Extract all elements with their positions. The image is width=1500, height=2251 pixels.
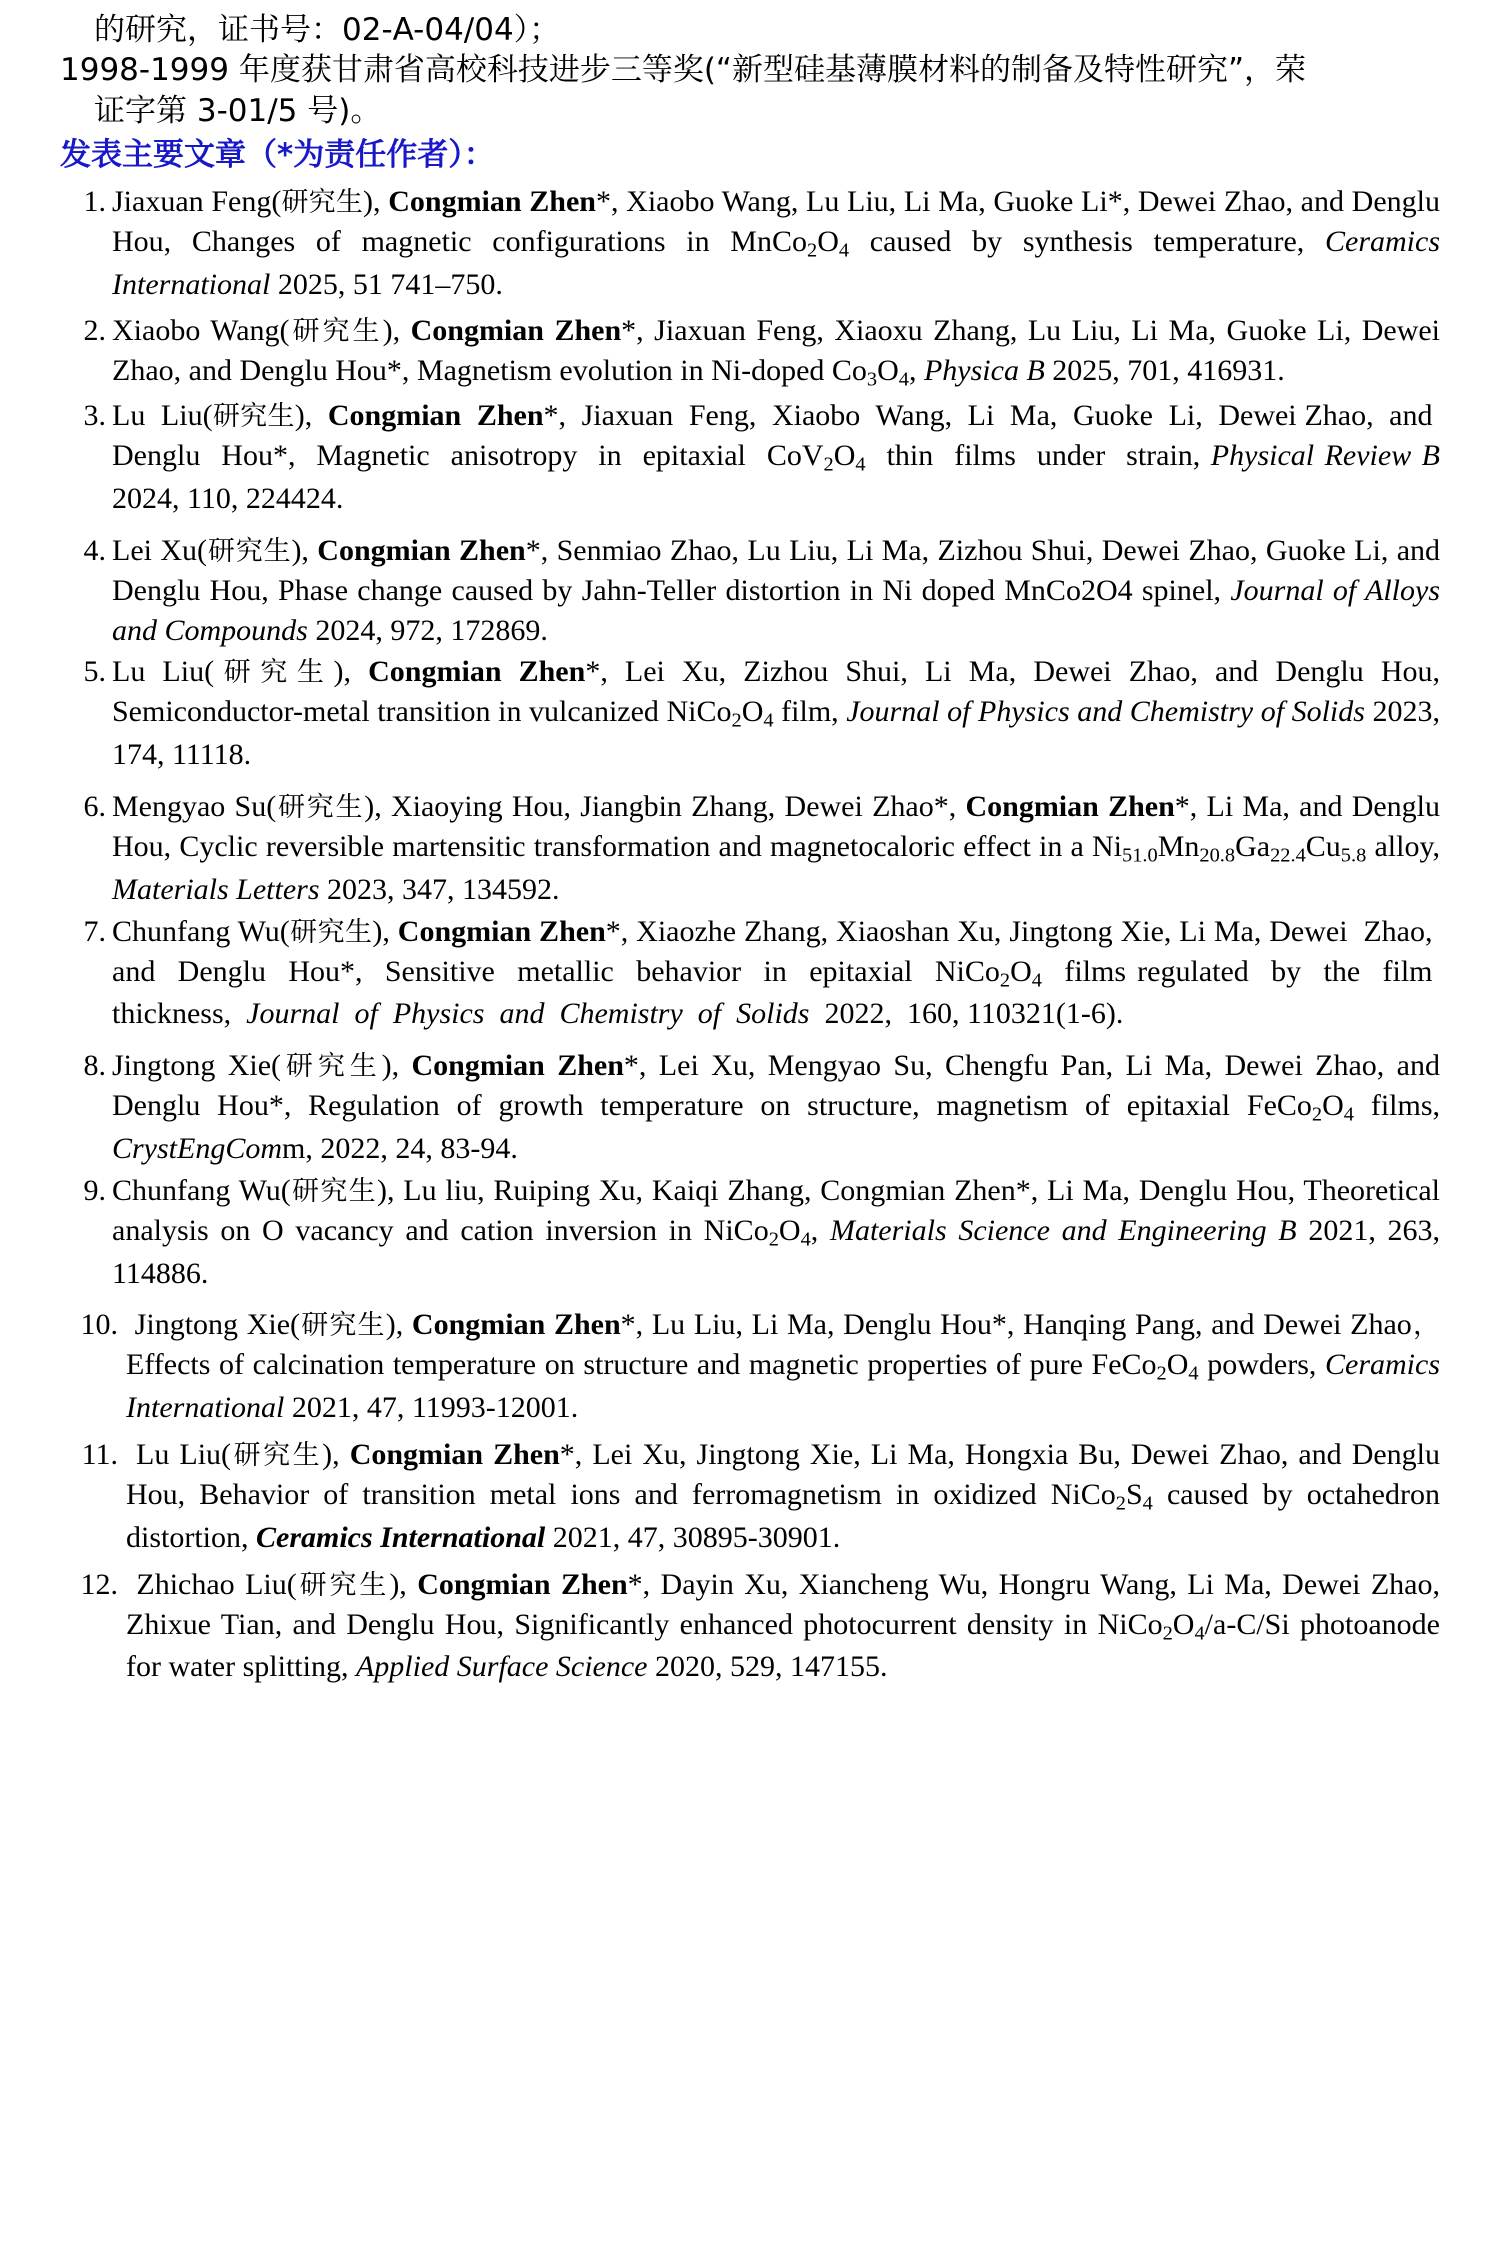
entry-text: Lu Liu(研究生), Congmian Zhen*, Jiaxuan Feng, Xiaobo Wang, Li Ma, Guoke Li, Dewei Zhao, and Denglu Hou*, Magnetic anisotropy in epitaxial $CoV_2O_4$ thin films under strain, Physical Review B 2024, 110, 224424. [112,399,1441,515]
entry-text: Lu Liu(研究生), Congmian Zhen*, Lei Xu, Jingtong Xie, Li Ma, Hongxia Bu, Dewei Zhao, and Denglu Hou, Behavior of transition metal ions and ferromagnetism in oxidized $NiCo_2S_4$ caused by octahedron distortion, Ceramics International 2021, 47, 30895-30901. [126,1438,1441,1554]
entry-number: 5. [83,655,106,689]
entry-number: 6. [83,790,106,824]
publication-entry [60,912,1440,1035]
entry-text: Jingtong Xie(研究生), Congmian Zhen*, Lei Xu, Mengyao Su, Chengfu Pan, Li Ma, Dewei Zhao, and Denglu Hou*, Regulation of growth temperature on structure, magnetism of epitaxial $FeCo_2O_4$ films, CrystEngComm, 2022, 24, 83-94. [112,1049,1441,1165]
entry-number: 10. [80,1308,118,1342]
entry-number: 9. [83,1173,106,1207]
header-line-2: 1998-1999 年度获甘肃省高校科技进步三等奖(“新型硅基薄膜材料的制备及特性研究”，荣 [60,52,1307,89]
publication-entry [60,531,1440,651]
publication-entry [60,396,1440,519]
entry-number: 3. [83,399,106,433]
publication-entry [60,311,1440,394]
entry-number: 1. [83,184,106,218]
entry-text: Jingtong Xie(研究生), Congmian Zhen*, Lu Liu, Li Ma, Denglu Hou*, Hanqing Pang, and Dewei Zhao，Effects of calcination temperature on structure and magnetic properties of pure $FeCo_2O_4$ powders, Ceramics International 2021, 47, 11993-12001. [126,1308,1440,1425]
entry-text: Zhichao Liu(研究生), Congmian Zhen*, Dayin Xu, Xiancheng Wu, Hongru Wang, Li Ma, Dewei Zhao, Zhixue Tian, and Denglu Hou, Significantly enhanced photocurrent density in $NiCo_2O_4/a-C/Si$ photoanode for water splitting, Applied Surface Science 2020, 529, 147155. [126,1567,1440,1684]
entry-number: 2. [83,314,106,348]
entry-number: 12. [80,1567,118,1601]
entry-number: 11. [81,1438,118,1472]
publication-entry [60,1565,1440,1688]
entry-number: 4. [83,533,106,567]
entry-number: 8. [83,1049,106,1083]
publication-entry [60,1305,1440,1428]
entry-text: Xiaobo Wang(研究生), Congmian Zhen*, Jiaxuan Feng, Xiaoxu Zhang, Lu Liu, Li Ma, Guoke Li, Dewei Zhao, and Denglu Hou*, Magnetism evolution in Ni-doped $Co_3O_4$, Physica B 2025, 701, 416931. [112,314,1441,391]
publication-entry [60,652,1440,775]
publication-entry [60,1435,1440,1558]
header-line-3: 证字第 3-01/5 号)。 [94,92,382,129]
entry-text: Jiaxuan Feng(研究生), Congmian Zhen*, Xiaobo Wang, Lu Liu, Li Ma, Guoke Li*, Dewei Zhao, and Denglu Hou, Changes of magnetic configurations in $MnCo_2O_4$ caused by synthesis temperature, Ceramics International 2025, 51 741–750. [112,184,1441,301]
publication-entry [60,1171,1440,1294]
entry-text: Chunfang Wu(研究生), Lu liu, Ruiping Xu, Kaiqi Zhang, Congmian Zhen*, Li Ma, Denglu Hou, Theoretical analysis on O vacancy and cation inversion in $NiCo_2O_4$, Materials Science and Engineering B 2021, 263, 114886. [112,1173,1441,1290]
entry-text: Lei Xu(研究生), Congmian Zhen*, Senmiao Zhao, Lu Liu, Li Ma, Zizhou Shui, Dewei Zhao, Guoke Li, and Denglu Hou, Phase change caused by Jahn-Teller distortion in Ni doped MnCo2O4 spinel, Journal of Alloys and Compounds 2024, 972, 172869. [112,533,1441,647]
entry-number: 7. [83,914,106,948]
publication-entry [60,182,1440,305]
entry-text: Lu Liu(研究生), Congmian Zhen*, Lei Xu, Zizhou Shui, Li Ma, Dewei Zhao, and Denglu Hou, Semiconductor-metal transition in vulcanized $NiCo_2O_4$ film, Journal of Physics and Chemistry of Solids 2023, 174, 11118. [112,655,1441,772]
entry-text: Mengyao Su(研究生), Xiaoying Hou, Jiangbin Zhang, Dewei Zhao*, Congmian Zhen*, Li Ma, and Denglu Hou, Cyclic reversible martensitic transformation and magnetocaloric effect in a $Ni_{51.0}Mn_{20.8}Ga_{22.4}Cu_{5.8}$ alloy, Materials Letters 2023, 347, 134592. [112,790,1441,906]
entry-text: Chunfang Wu(研究生), Congmian Zhen*, Xiaozhe Zhang, Xiaoshan Xu, Jingtong Xie, Li Ma, Dewei Zhao, and Denglu Hou*, Sensitive metallic behavior in epitaxial $NiCo_2O_4$ films regulated by the film thickness, Journal of Physics and Chemistry of Solids 2022, 160, 110321(1-6). [112,914,1441,1031]
publication-entry [60,1046,1440,1169]
section-title-publications: 发表主要文章（*为责任作者）： [60,136,495,173]
publication-entry [60,787,1440,910]
header-line-1: 的研究，证书号：02-A-04/04）； [94,12,561,48]
